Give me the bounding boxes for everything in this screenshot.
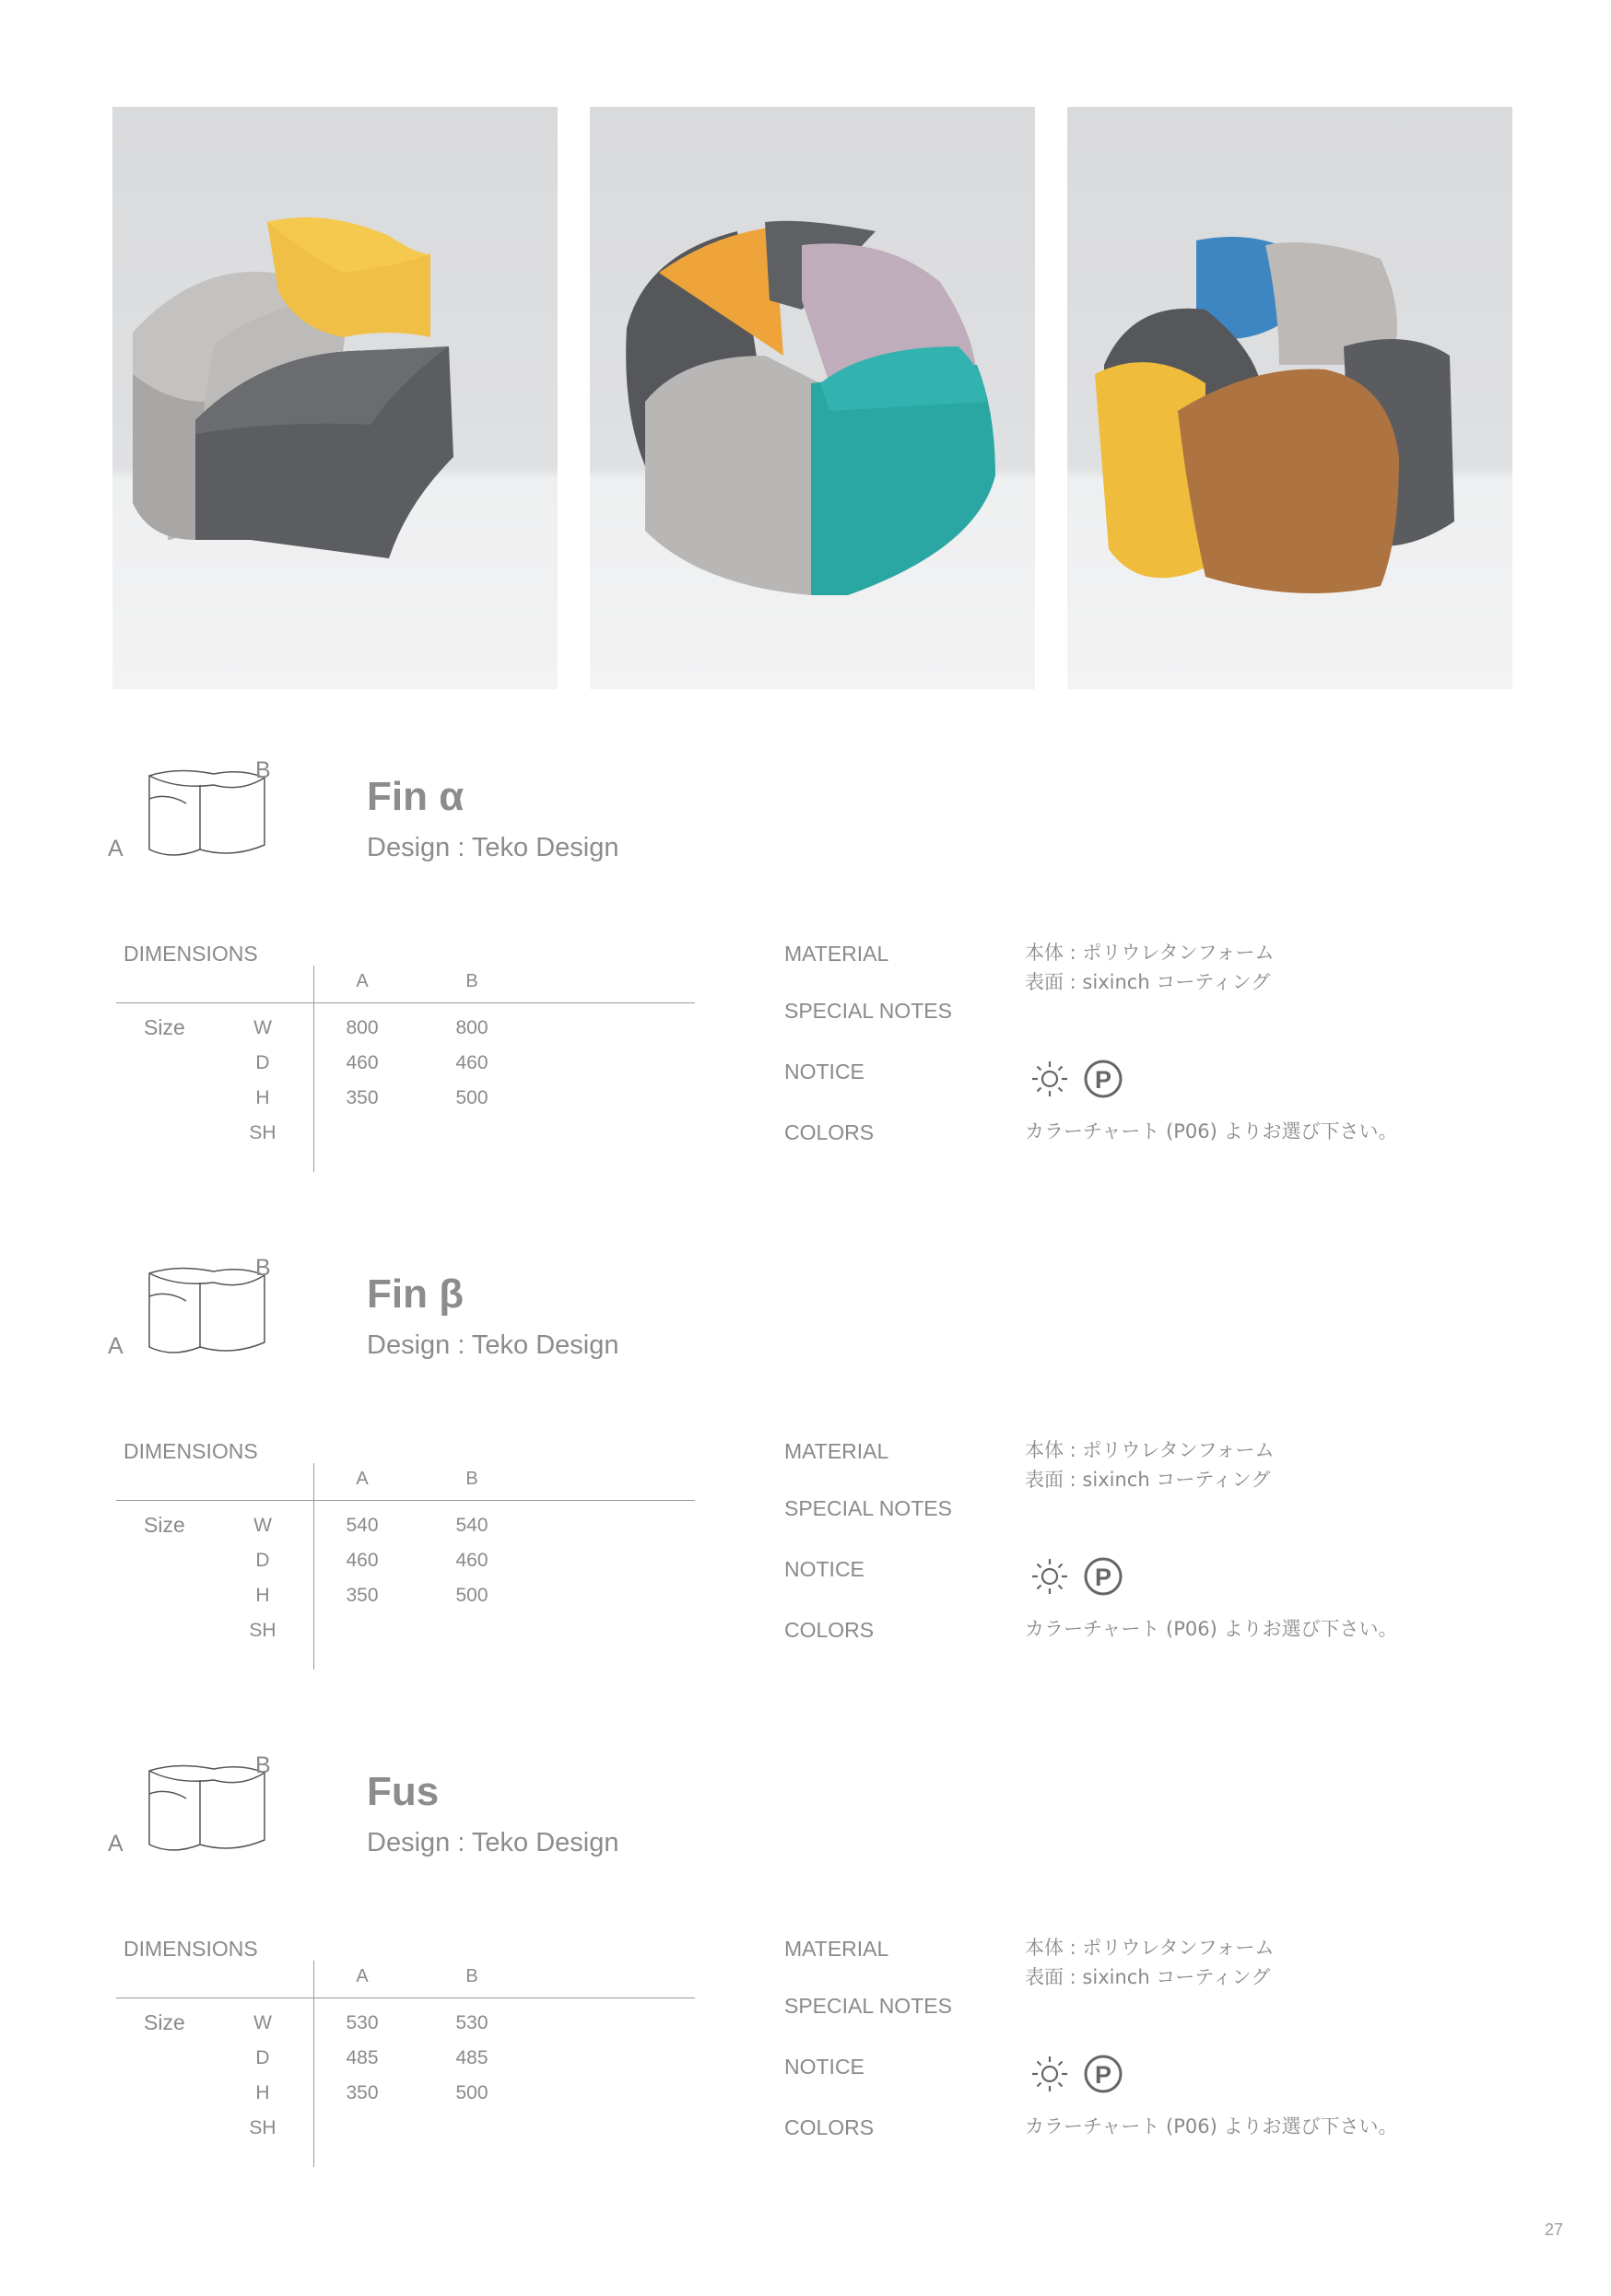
dim-cell: 530 — [346, 2012, 379, 2033]
p-circle-icon — [1086, 2056, 1121, 2091]
diagram-label-a: A — [108, 1831, 123, 1857]
row-label-w: W — [253, 2012, 272, 2033]
dimensions-title: DIMENSIONS — [123, 942, 258, 966]
photo-fin-beta — [590, 107, 1035, 689]
diagram-label-b: B — [255, 1255, 271, 1281]
special-notes-label: SPECIAL NOTES — [784, 1496, 952, 1520]
dim-cell: 500 — [455, 2082, 488, 2103]
dim-cell: 460 — [455, 1052, 488, 1073]
row-label-h: H — [255, 1087, 270, 1108]
sun-icon — [1032, 1559, 1067, 1594]
product-diagram — [108, 1255, 288, 1365]
dim-cell: 350 — [346, 2082, 379, 2103]
product-block — [0, 1255, 1611, 1752]
svg-text:P: P — [1094, 1564, 1112, 1591]
row-label-sh: SH — [249, 1122, 276, 1143]
table-divider — [313, 1961, 314, 2167]
row-label-h: H — [255, 1585, 270, 1606]
product-designer: Design : Teko Design — [367, 1330, 619, 1360]
dim-cell: 500 — [455, 1585, 488, 1606]
size-label: Size — [144, 1015, 185, 1039]
notice-icons — [1025, 2051, 1135, 2097]
column-header-b: B — [465, 971, 478, 991]
special-notes-label: SPECIAL NOTES — [784, 1994, 952, 2018]
dim-cell: 800 — [346, 1017, 379, 1038]
sun-icon — [1032, 1061, 1067, 1096]
material-line-1: 本体 : ポリウレタンフォーム — [1025, 1937, 1275, 1959]
dim-cell: 800 — [455, 1017, 488, 1038]
product-name: Fus — [367, 1769, 440, 1814]
product-block — [0, 757, 1611, 1255]
column-header-a: A — [356, 1469, 369, 1489]
row-label-d: D — [255, 1052, 270, 1073]
diagram-label-a: A — [108, 836, 123, 861]
product-designer: Design : Teko Design — [367, 833, 619, 862]
material-label: MATERIAL — [784, 1937, 889, 1961]
p-circle-icon — [1086, 1559, 1121, 1594]
column-header-a: A — [356, 971, 369, 991]
p-circle-icon — [1086, 1061, 1121, 1096]
material-line-2: 表面 : sixinch コーティング — [1025, 971, 1271, 993]
dim-cell: 530 — [455, 2012, 488, 2033]
product-name: Fin β — [367, 1271, 464, 1317]
colors-value: カラーチャート (P06) よりお選び下さい。 — [1025, 2115, 1398, 2138]
row-label-w: W — [253, 1515, 272, 1536]
photo-fus — [1067, 107, 1512, 689]
table-divider — [116, 1002, 695, 1003]
dim-cell: 350 — [346, 1585, 379, 1606]
row-label-sh: SH — [249, 2117, 276, 2138]
colors-label: COLORS — [784, 1618, 875, 1642]
colors-label: COLORS — [784, 1120, 875, 1144]
row-label-d: D — [255, 1550, 270, 1571]
svg-text:P: P — [1094, 2061, 1112, 2089]
size-label: Size — [144, 2010, 185, 2034]
notice-label: NOTICE — [784, 1557, 864, 1581]
notice-icons — [1025, 1553, 1135, 1599]
row-label-d: D — [255, 2047, 270, 2068]
table-divider — [313, 966, 314, 1172]
special-notes-label: SPECIAL NOTES — [784, 999, 952, 1023]
notice-label: NOTICE — [784, 1060, 864, 1084]
product-diagram — [108, 1752, 288, 1863]
svg-text:P: P — [1094, 1066, 1112, 1094]
product-designer: Design : Teko Design — [367, 1828, 619, 1857]
column-header-b: B — [465, 1469, 478, 1489]
notice-label: NOTICE — [784, 2055, 864, 2079]
material-line-1: 本体 : ポリウレタンフォーム — [1025, 942, 1275, 964]
dim-cell: 460 — [455, 1550, 488, 1571]
material-label: MATERIAL — [784, 942, 889, 966]
dim-cell: 485 — [455, 2047, 488, 2068]
dim-cell: 500 — [455, 1087, 488, 1108]
dim-cell: 460 — [346, 1052, 379, 1073]
diagram-label-a: A — [108, 1333, 123, 1359]
dim-cell: 460 — [346, 1550, 379, 1571]
material-line-2: 表面 : sixinch コーティング — [1025, 1469, 1271, 1491]
product-name: Fin α — [367, 774, 464, 819]
row-label-sh: SH — [249, 1620, 276, 1641]
dim-cell: 540 — [455, 1515, 488, 1536]
product-diagram — [108, 757, 288, 868]
dimensions-title: DIMENSIONS — [123, 1439, 258, 1463]
colors-value: カラーチャート (P06) よりお選び下さい。 — [1025, 1618, 1398, 1640]
table-divider — [116, 1997, 695, 1998]
material-line-1: 本体 : ポリウレタンフォーム — [1025, 1439, 1275, 1461]
dim-cell: 485 — [346, 2047, 379, 2068]
table-divider — [313, 1463, 314, 1669]
column-header-b: B — [465, 1966, 478, 1986]
dimensions-title: DIMENSIONS — [123, 1937, 258, 1961]
diagram-label-b: B — [255, 1752, 271, 1778]
material-line-2: 表面 : sixinch コーティング — [1025, 1966, 1271, 1988]
page-number: 27 — [1545, 2220, 1564, 2239]
size-label: Size — [144, 1513, 185, 1537]
column-header-a: A — [356, 1966, 369, 1986]
sun-icon — [1032, 2056, 1067, 2091]
material-label: MATERIAL — [784, 1439, 889, 1463]
photo-fin-alpha — [112, 107, 558, 689]
dim-cell: 350 — [346, 1087, 379, 1108]
dim-cell: 540 — [346, 1515, 379, 1536]
product-block — [0, 1752, 1611, 2250]
diagram-label-b: B — [255, 757, 271, 783]
row-label-h: H — [255, 2082, 270, 2103]
colors-value: カラーチャート (P06) よりお選び下さい。 — [1025, 1120, 1398, 1142]
table-divider — [116, 1500, 695, 1501]
notice-icons — [1025, 1056, 1135, 1102]
row-label-w: W — [253, 1017, 272, 1038]
colors-label: COLORS — [784, 2115, 875, 2139]
